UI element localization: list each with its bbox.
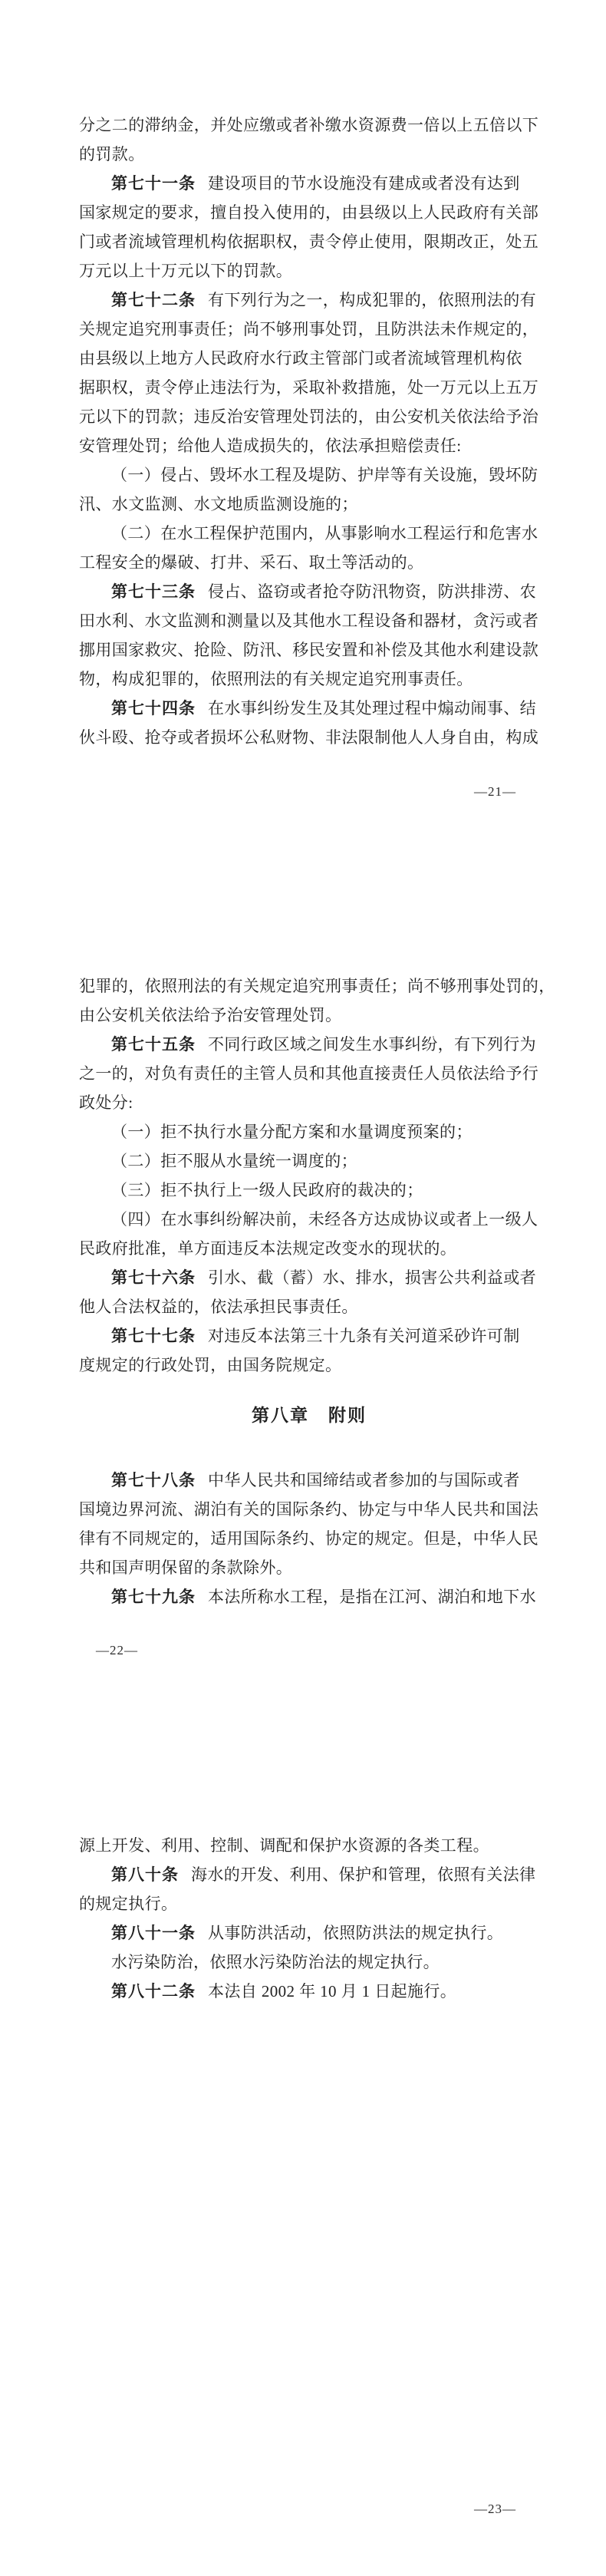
page bbox=[0, 859, 606, 1717]
line-text: （二）在水工程保护范围内，从事影响水工程运行和危害水 bbox=[111, 524, 538, 543]
text-line bbox=[79, 1176, 539, 1205]
page-text-block bbox=[79, 110, 539, 752]
text-line bbox=[79, 1117, 539, 1146]
line-text: 挪用国家救灾、抢险、防汛、移民安置和补偿及其他水利建设款 bbox=[79, 641, 539, 659]
line-text: 海水的开发、利用、保护和管理，依照有关法律 bbox=[191, 1865, 536, 1884]
text-line bbox=[79, 256, 539, 285]
text-line bbox=[79, 198, 539, 227]
line-text: 国境边界河流、湖泊有关的国际条约、协定与中华人民共和国法 bbox=[79, 1500, 539, 1519]
article-number: 第八十一条 bbox=[111, 1924, 196, 1942]
text-line bbox=[79, 402, 539, 431]
text-line bbox=[79, 1030, 539, 1059]
article-number: 第七十七条 bbox=[111, 1327, 196, 1345]
article-number: 第七十六条 bbox=[111, 1268, 196, 1287]
text-line bbox=[79, 1321, 539, 1351]
line-text: 民政府批准，单方面违反本法规定改变水的现状的。 bbox=[79, 1239, 457, 1258]
page-text-block bbox=[79, 971, 555, 1611]
page-number: —23— bbox=[474, 2502, 516, 2516]
article-number: 第八十二条 bbox=[111, 1982, 196, 2000]
line-text: 田水利、水文监测和测量以及其他水工程设备和器材，贪污或者 bbox=[79, 612, 539, 630]
line-text: 的规定执行。 bbox=[79, 1895, 178, 1913]
line-text: 国家规定的要求，擅自投入使用的，由县级以上人民政府有关部 bbox=[79, 203, 539, 222]
article-number: 第七十一条 bbox=[111, 174, 196, 193]
text-line bbox=[79, 490, 539, 519]
text-line bbox=[79, 110, 539, 140]
text-line bbox=[79, 519, 539, 548]
line-text: 物，构成犯罪的，依照刑法的有关规定追究刑事责任。 bbox=[79, 670, 473, 688]
line-text: 侵占、盗窃或者抢夺防汛物资，防洪排涝、农 bbox=[208, 582, 536, 601]
text-line bbox=[79, 694, 539, 723]
line-text: （四）在水事纠纷解决前，未经各方达成协议或者上一级人 bbox=[111, 1210, 538, 1229]
text-line bbox=[79, 431, 539, 460]
line-text: 对违反本法第三十九条有关河道采砂许可制 bbox=[208, 1327, 520, 1345]
line-text: 万元以上十万元以下的罚款。 bbox=[79, 262, 293, 280]
text-line bbox=[79, 971, 555, 1001]
text-line bbox=[79, 1146, 539, 1176]
page-text-block bbox=[79, 1831, 539, 2006]
article-number: 第八十条 bbox=[111, 1865, 179, 1884]
line-text: 他人合法权益的，依法承担民事责任。 bbox=[79, 1298, 358, 1316]
text-line bbox=[79, 1351, 539, 1380]
line-text: 据职权，责令停止违法行为，采取补救措施，处一万元以上五万 bbox=[79, 378, 539, 397]
text-line bbox=[79, 227, 539, 256]
article-number: 第七十三条 bbox=[111, 582, 196, 601]
text-line bbox=[79, 373, 539, 402]
text-line bbox=[79, 1582, 539, 1611]
text-line bbox=[79, 1292, 539, 1321]
line-text: 政处分: bbox=[79, 1093, 133, 1112]
line-text: 由公安机关依法给予治安管理处罚。 bbox=[79, 1006, 342, 1024]
line-text: 本法所称水工程，是指在江河、湖泊和地下水 bbox=[208, 1588, 536, 1606]
text-line bbox=[79, 1918, 539, 1948]
line-text: 汛、水文监测、水文地质监测设施的； bbox=[79, 495, 358, 513]
article-number: 第七十二条 bbox=[111, 291, 196, 309]
line-text: 度规定的行政处罚，由国务院规定。 bbox=[79, 1356, 342, 1374]
page bbox=[0, 0, 606, 859]
text-line bbox=[79, 315, 539, 344]
text-line bbox=[79, 1860, 539, 1889]
line-text: 律有不同规定的，适用国际条约、协定的规定。但是，中华人民 bbox=[79, 1529, 539, 1548]
text-line bbox=[79, 1495, 539, 1524]
line-text: 中华人民共和国缔结或者参加的与国际或者 bbox=[208, 1471, 520, 1489]
line-text: 引水、截（蓄）水、排水，损害公共利益或者 bbox=[208, 1268, 536, 1287]
line-text: 建设项目的节水设施没有建成或者没有达到 bbox=[208, 174, 520, 193]
line-text: 由县级以上地方人民政府水行政主管部门或者流域管理机构依 bbox=[79, 349, 522, 368]
text-line bbox=[79, 1889, 539, 1918]
text-line bbox=[79, 665, 539, 694]
page bbox=[0, 1717, 606, 2576]
chapter-heading: 第八章 附则 bbox=[252, 1406, 367, 1425]
line-text: 之一的，对负有责任的主管人员和其他直接责任人员依法给予行 bbox=[79, 1064, 539, 1083]
line-text: 共和国声明保留的条款除外。 bbox=[79, 1558, 293, 1577]
text-line bbox=[79, 1059, 539, 1088]
text-line bbox=[79, 460, 539, 490]
text-line bbox=[79, 1263, 539, 1292]
text-line bbox=[79, 140, 539, 169]
article-number: 第七十五条 bbox=[111, 1035, 196, 1054]
text-line bbox=[79, 1205, 539, 1234]
line-text: 在水事纠纷发生及其处理过程中煽动闹事、结 bbox=[208, 699, 536, 717]
text-line bbox=[79, 1234, 539, 1263]
text-line bbox=[79, 1088, 539, 1117]
line-text: 从事防洪活动，依照防洪法的规定执行。 bbox=[208, 1924, 504, 1942]
text-line bbox=[79, 169, 539, 198]
text-line bbox=[79, 1948, 539, 1977]
line-text: 元以下的罚款；违反治安管理处罚法的，由公安机关依法给予治 bbox=[79, 407, 539, 426]
line-text: 关规定追究刑事责任；尚不够刑事处罚，且防洪法未作规定的， bbox=[79, 320, 539, 338]
line-text: 源上开发、利用、控制、调配和保护水资源的各类工程。 bbox=[79, 1836, 489, 1855]
text-line bbox=[79, 577, 539, 606]
text-line bbox=[79, 1831, 539, 1860]
line-text: 工程安全的爆破、打井、采石、取土等活动的。 bbox=[79, 553, 424, 572]
line-text: 的罚款。 bbox=[79, 145, 145, 163]
line-text: （二）拒不服从水量统一调度的； bbox=[111, 1152, 357, 1170]
line-text: 犯罪的，依照刑法的有关规定追究刑事责任；尚不够刑事处罚的， bbox=[79, 977, 555, 995]
text-line bbox=[79, 1001, 539, 1030]
line-text: 有下列行为之一，构成犯罪的，依照刑法的有 bbox=[208, 291, 536, 309]
line-text: （一）侵占、毁坏水工程及堤防、护岸等有关设施，毁坏防 bbox=[111, 466, 538, 484]
line-text: 伙斗殴、抢夺或者损坏公私财物、非法限制他人人身自由，构成 bbox=[79, 728, 539, 747]
text-line bbox=[79, 1977, 539, 2006]
article-number: 第七十八条 bbox=[111, 1471, 196, 1489]
text-line bbox=[79, 285, 539, 315]
text-line bbox=[79, 723, 539, 752]
page-number: —22— bbox=[96, 1643, 138, 1657]
line-text: 门或者流域管理机构依据职权，责令停止使用，限期改正，处五 bbox=[79, 233, 539, 251]
text-line bbox=[79, 548, 539, 577]
text-line bbox=[79, 606, 539, 635]
line-text: 安管理处罚；给他人造成损失的，依法承担赔偿责任: bbox=[79, 437, 462, 455]
line-text: （一）拒不执行水量分配方案和水量调度预案的； bbox=[111, 1123, 473, 1141]
text-line bbox=[79, 1466, 539, 1495]
article-number: 第七十四条 bbox=[111, 699, 196, 717]
line-text: 水污染防治，依照水污染防治法的规定执行。 bbox=[111, 1953, 440, 1971]
text-line bbox=[79, 1553, 539, 1582]
text-line bbox=[79, 1524, 539, 1553]
line-text: 本法自 2002 年 10 月 1 日起施行。 bbox=[208, 1982, 457, 2000]
line-text: 分之二的滞纳金，并处应缴或者补缴水资源费一倍以上五倍以下 bbox=[79, 116, 539, 134]
line-text: 不同行政区域之间发生水事纠纷，有下列行为 bbox=[208, 1035, 536, 1054]
line-text: （三）拒不执行上一级人民政府的裁决的； bbox=[111, 1181, 423, 1199]
text-line bbox=[79, 344, 539, 373]
text-line bbox=[79, 635, 539, 665]
article-number: 第七十九条 bbox=[111, 1588, 196, 1606]
page-number: —21— bbox=[474, 784, 516, 799]
